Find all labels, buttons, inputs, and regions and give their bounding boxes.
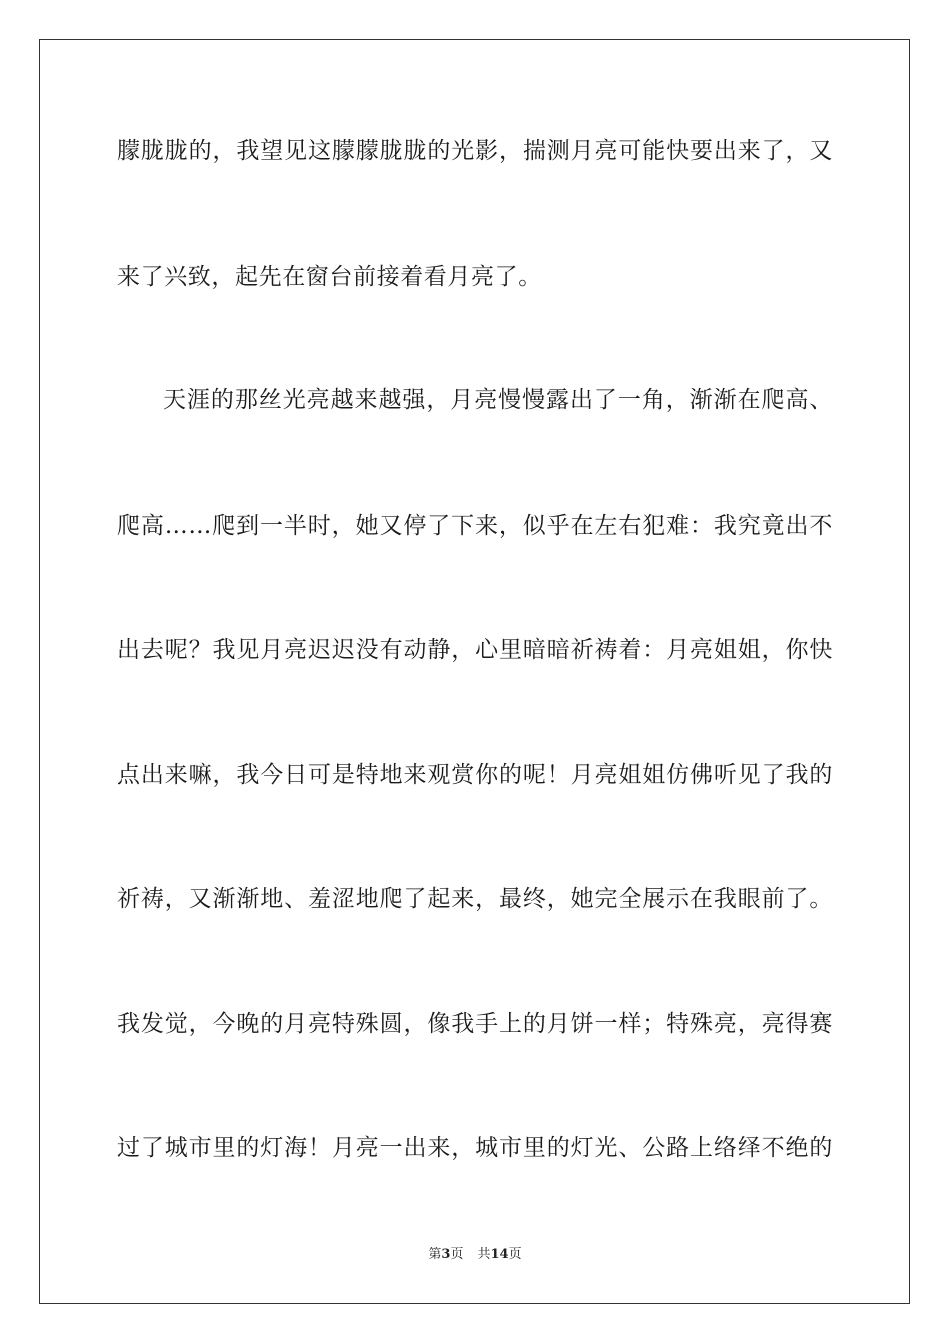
page-footer	[0, 1246, 950, 1264]
text-line: 来了兴致，起先在窗台前接着看月亮了。	[117, 264, 542, 290]
text-line: 爬高……爬到一半时，她又停了下来，似乎在左右犯难：我究竟出不	[117, 513, 833, 539]
total-pages: 14	[490, 1247, 509, 1262]
page-number: 3	[441, 1247, 451, 1262]
page-label-suffix: 页	[450, 1247, 464, 1262]
page-label-prefix: 第	[428, 1247, 442, 1262]
text-line: 祈祷，又渐渐地、羞涩地爬了起来，最终，她完全展示在我眼前了。	[117, 886, 833, 912]
text-line: 朦胧胧的，我望见这朦朦胧胧的光影，揣测月亮可能快要出来了，又	[117, 138, 833, 164]
text-line: 出去呢？我见月亮迟迟没有动静，心里暗暗祈祷着：月亮姐姐，你快	[117, 637, 833, 663]
text-line: 过了城市里的灯海！月亮一出来，城市里的灯光、公路上络绎不绝的	[117, 1135, 833, 1161]
total-label-suffix: 页	[508, 1247, 522, 1262]
text-line: 点出来嘛，我今日可是特地来观赏你的呢！月亮姐姐仿佛听见了我的	[117, 762, 833, 788]
page-border	[39, 39, 910, 1304]
total-label-prefix: 共	[477, 1247, 491, 1262]
text-line: 我发觉，今晚的月亮特殊圆，像我手上的月饼一样；特殊亮，亮得赛	[117, 1011, 833, 1037]
paragraph-first-line: 天涯的那丝光亮越来越强，月亮慢慢露出了一角，渐渐在爬高、	[163, 387, 833, 413]
